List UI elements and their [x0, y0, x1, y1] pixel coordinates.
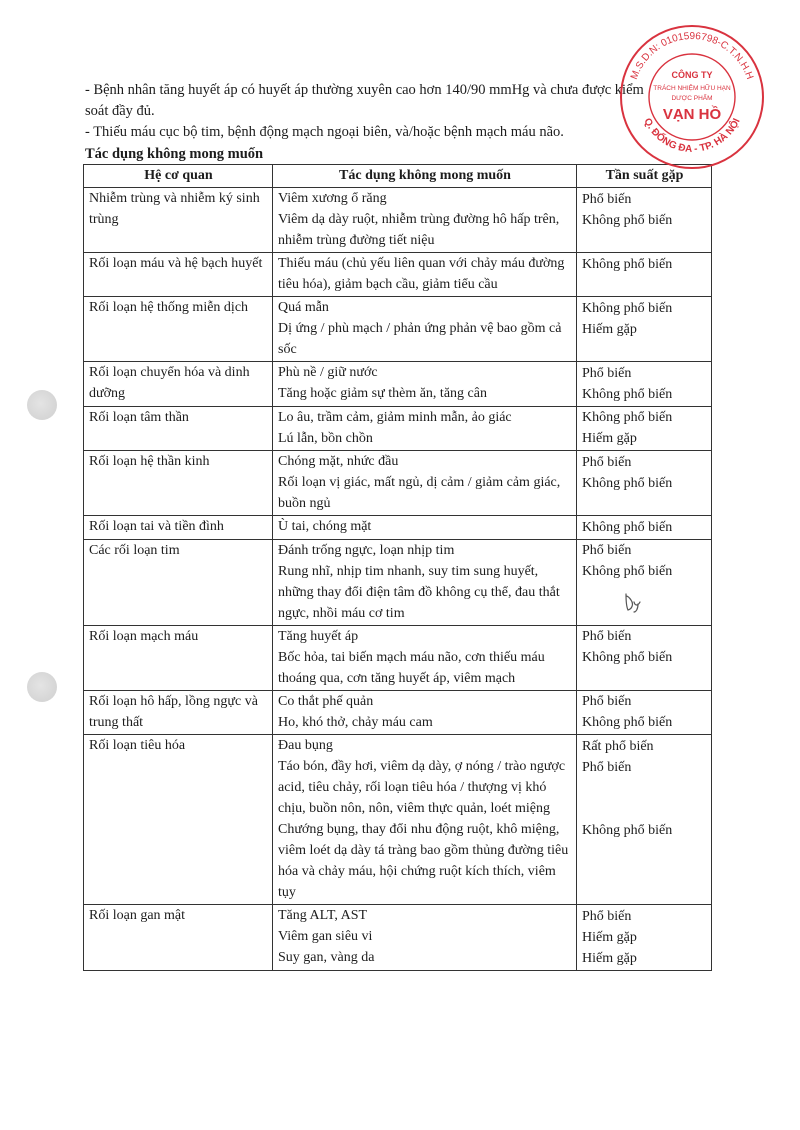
- frequency-cell: [577, 905, 712, 971]
- frequency-cell: [577, 362, 712, 407]
- effect-line: Đánh trống ngực, loạn nhịp tim: [278, 542, 455, 558]
- effect-line: Viêm dạ dày ruột, nhiễm trùng đường hô hấp trên, nhiễm trùng đường tiết niệu: [278, 212, 560, 248]
- table-row: [84, 735, 712, 905]
- frequency-line: Phổ biến: [582, 543, 632, 558]
- table-row: [84, 297, 712, 362]
- frequency-line: Hiếm gặp: [582, 950, 637, 966]
- effects-cell: [273, 253, 577, 297]
- effect-line: Quá mẫn: [278, 300, 329, 315]
- effects-cell: [273, 690, 577, 735]
- frequency-line: Phổ biến: [582, 908, 632, 924]
- initials-mark: [622, 590, 646, 614]
- table-row: [84, 406, 712, 451]
- effect-line: Ho, khó thở, chảy máu cam: [278, 714, 433, 730]
- company-stamp: [617, 22, 767, 172]
- stamp-line2: TRÁCH NHIỆM HỮU HẠN: [653, 85, 731, 92]
- effect-line: Tăng hoặc giảm sự thèm ăn, tăng cân: [278, 386, 487, 401]
- adverse-effects-table: [83, 164, 712, 971]
- table-row: [84, 188, 712, 253]
- effects-cell: [273, 539, 577, 625]
- organ-system-cell: Các rối loạn tim: [84, 539, 273, 625]
- frequency-line: Không phổ biến: [582, 519, 673, 535]
- table-row: [84, 451, 712, 516]
- frequency-cell: [577, 253, 712, 297]
- effect-line: Viêm gan siêu vi: [278, 929, 373, 944]
- intro-notes: [85, 80, 645, 143]
- effect-line: Táo bón, đầy hơi, viêm dạ dày, ợ nóng / trào ngược acid, tiêu chảy, rối loạn tiêu hóa / thượng vị khó chịu, buồn nôn, nôn, viêm thực quản, loét miệng: [278, 759, 566, 816]
- organ-system-cell: Rối loạn hệ thần kinh: [84, 451, 273, 516]
- frequency-line: Phổ biến: [582, 191, 632, 207]
- effects-cell: [273, 297, 577, 362]
- frequency-cell: [577, 625, 712, 690]
- stamp-name: VẠN HỒ: [662, 106, 722, 123]
- punch-hole: [27, 390, 57, 420]
- frequency-line: Rất phổ biến: [582, 738, 654, 754]
- frequency-line: Không phổ biến: [582, 650, 673, 665]
- effects-cell: [273, 735, 577, 905]
- effect-line: Rối loạn vị giác, mất ngủ, dị cảm / giảm cảm giác, buồn ngủ: [278, 475, 561, 511]
- stamp-address: Q. ĐỐNG ĐA - TP. HÀ NỘI: [641, 116, 743, 155]
- frequency-line: Hiếm gặp: [582, 431, 637, 446]
- effect-line: Viêm xương ổ răng: [278, 191, 387, 206]
- column-header: Tác dụng không mong muốn: [273, 165, 577, 188]
- organ-system-cell: Rối loạn hệ thống miễn dịch: [84, 297, 273, 362]
- table-row: [84, 362, 712, 407]
- organ-system-cell: Rối loạn tai và tiền đình: [84, 516, 273, 540]
- table-row: [84, 625, 712, 690]
- effect-line: Rung nhĩ, nhịp tim nhanh, suy tim sung huyết, những thay đổi điện tâm đồ không cụ thể, đau thắt ngực, nhồi máu cơ tim: [278, 563, 560, 621]
- frequency-line: Không phổ biến: [582, 715, 673, 730]
- frequency-line: Phổ biến: [582, 759, 632, 775]
- table-row: [84, 253, 712, 297]
- stamp-line3: DƯỢC PHẨM: [671, 95, 713, 102]
- table-row: [84, 539, 712, 625]
- effects-cell: [273, 625, 577, 690]
- frequency-cell: [577, 690, 712, 735]
- frequency-line: Hiếm gặp: [582, 929, 637, 945]
- frequency-line: Không phổ biến: [582, 475, 673, 491]
- effects-cell: [273, 451, 577, 516]
- table-body: [84, 188, 712, 971]
- organ-system-cell: Rối loạn tiêu hóa: [84, 735, 273, 905]
- stamp-code: M.S.D.N: 0101596798-C.T.N.H.H: [628, 30, 756, 82]
- effect-line: Chóng mặt, nhức đầu: [278, 454, 399, 469]
- frequency-line: Không phổ biến: [582, 212, 673, 228]
- frequency-cell: [577, 297, 712, 362]
- frequency-line: Phổ biến: [582, 694, 632, 709]
- stamp-line1: CÔNG TY: [671, 70, 713, 80]
- frequency-line: Phổ biến: [582, 454, 632, 470]
- organ-system-cell: Rối loạn tâm thần: [84, 406, 273, 451]
- organ-system-cell: Rối loạn chuyển hóa và dinh dưỡng: [84, 362, 273, 407]
- effect-line: Lo âu, trầm cảm, giảm minh mẫn, ảo giác: [278, 409, 512, 425]
- effect-line: Chướng bụng, thay đổi nhu động ruột, khô miệng, viêm loét dạ dày tá tràng bao gồm thủng đường tiêu hóa và chảy máu, hội chứng ruột kích thích, viêm tụy: [278, 822, 569, 900]
- organ-system-cell: Rối loạn gan mật: [84, 905, 273, 971]
- frequency-cell: [577, 451, 712, 516]
- frequency-line: Không phổ biến: [582, 822, 673, 838]
- frequency-line: Không phổ biến: [582, 300, 673, 316]
- frequency-cell: [577, 406, 712, 451]
- effect-line: Thiếu máu (chủ yếu liên quan với chảy máu đường tiêu hóa), giảm bạch cầu, giảm tiểu cầu: [278, 256, 565, 292]
- punch-hole: [27, 672, 57, 702]
- effect-line: Lú lẫn, bồn chồn: [278, 430, 373, 446]
- organ-system-cell: Rối loạn hô hấp, lồng ngực và trung thất: [84, 690, 273, 735]
- frequency-cell: [577, 188, 712, 253]
- effects-cell: [273, 406, 577, 451]
- frequency-line: Không phổ biến: [582, 256, 673, 272]
- frequency-line: Không phổ biến: [582, 564, 673, 579]
- effect-line: Tăng ALT, AST: [278, 908, 368, 923]
- effects-cell: [273, 516, 577, 540]
- intro-note: - Thiếu máu cục bộ tim, bệnh động mạch ngoại biên, và/hoặc bệnh mạch máu não.: [85, 124, 564, 140]
- column-header: Tần suất gặp: [577, 165, 712, 188]
- table-row: [84, 516, 712, 540]
- effect-line: Ù tai, chóng mặt: [278, 519, 372, 534]
- frequency-line: Phổ biến: [582, 629, 632, 644]
- effect-line: Tăng huyết áp: [278, 628, 359, 644]
- effects-cell: [273, 362, 577, 407]
- effect-line: Đau bụng: [278, 738, 333, 753]
- effects-cell: [273, 905, 577, 971]
- frequency-cell: [577, 516, 712, 540]
- table-row: [84, 905, 712, 971]
- frequency-line: Phổ biến: [582, 365, 632, 381]
- effects-cell: [273, 188, 577, 253]
- frequency-line: Không phổ biến: [582, 410, 673, 425]
- table-row: [84, 690, 712, 735]
- effect-line: Bốc hỏa, tai biến mạch máu não, cơn thiếu máu thoáng qua, cơn tăng huyết áp, viêm mạch: [278, 649, 545, 686]
- organ-system-cell: Nhiễm trùng và nhiễm ký sinh trùng: [84, 188, 273, 253]
- organ-system-cell: Rối loạn mạch máu: [84, 625, 273, 690]
- section-heading: Tác dụng không mong muốn: [85, 146, 264, 162]
- frequency-line: Hiếm gặp: [582, 321, 637, 337]
- effect-line: Suy gan, vàng da: [278, 950, 375, 965]
- effect-line: Dị ứng / phù mạch / phản ứng phản vệ bao gồm cả sốc: [278, 321, 562, 357]
- organ-system-cell: Rối loạn máu và hệ bạch huyết: [84, 253, 273, 297]
- effect-line: Phù nề / giữ nước: [278, 365, 378, 380]
- effect-line: Co thắt phế quản: [278, 693, 374, 709]
- column-header: Hệ cơ quan: [84, 165, 273, 188]
- frequency-cell: [577, 735, 712, 905]
- intro-note: - Bệnh nhân tăng huyết áp có huyết áp thường xuyên cao hơn 140/90 mmHg và chưa được kiểm soát đầy đủ.: [85, 82, 644, 119]
- frequency-line: Không phổ biến: [582, 386, 673, 402]
